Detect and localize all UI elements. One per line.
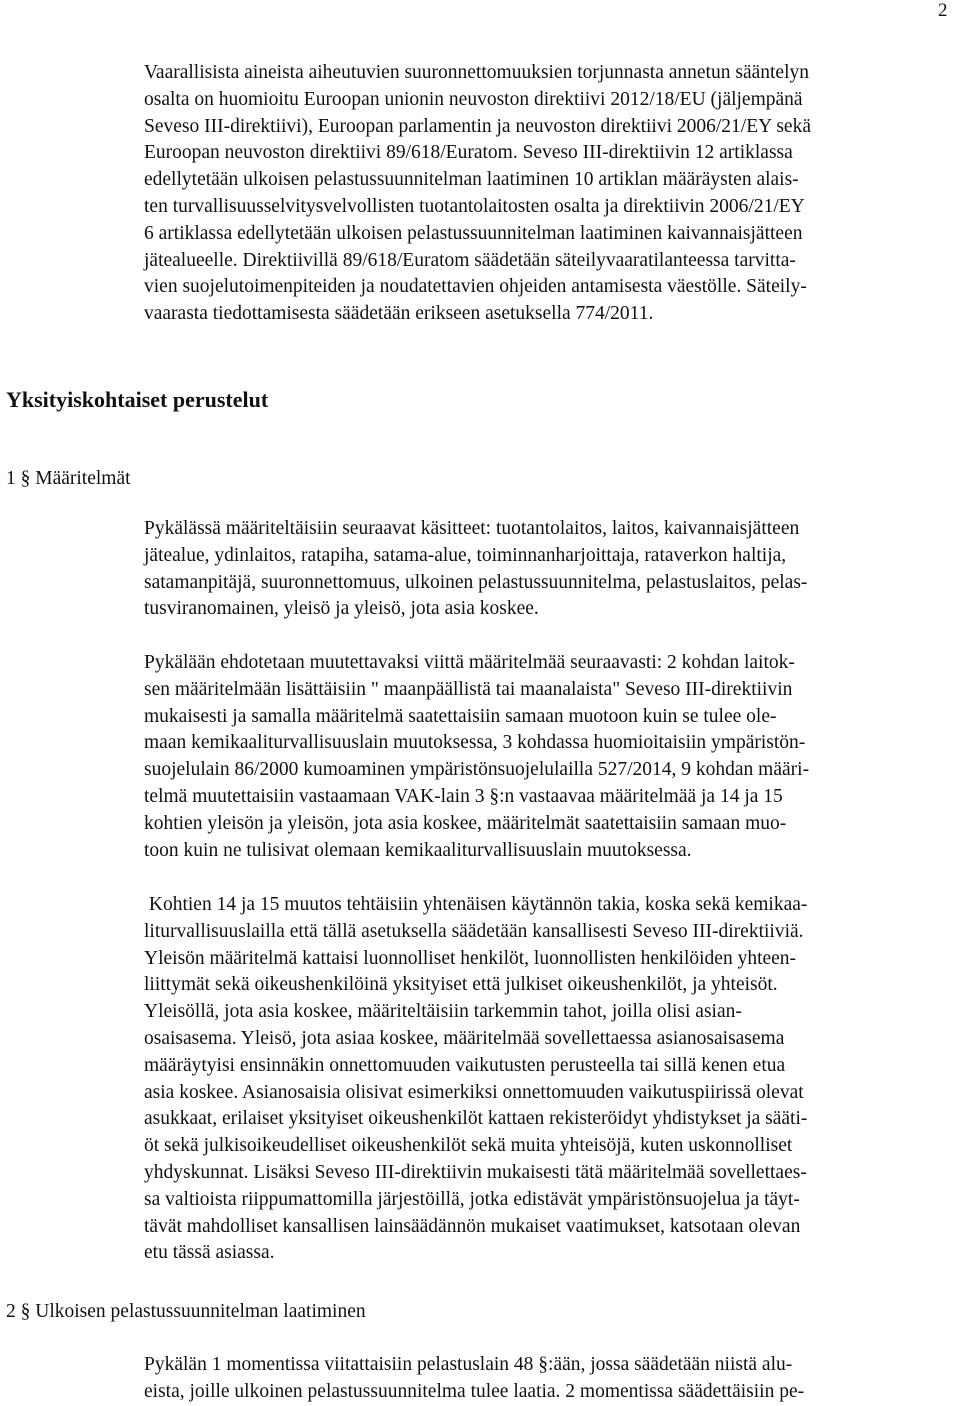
text-line: toon kuin ne tulisivat olemaan kemikaaliturvallisuuslain muutoksessa. — [144, 839, 692, 861]
text-line: osaisasema. Yleisö, jota asiaa koskee, määritelmää sovellettaessa asianosaisasema — [144, 1027, 785, 1049]
text-line: suojelulain 86/2000 kumoaminen ympäristönsuojelulailla 527/2014, 9 kohdan määri- — [144, 759, 810, 781]
text-line: liturvallisuuslailla että tällä asetuksella säädetään kansallisesti Seveso III-direktiiviä. — [144, 920, 804, 942]
text-line: 6 artiklassa edellytetään ulkoisen pelastussuunnitelman laatiminen kaivannaisjätteen — [144, 222, 803, 244]
text-line: Vaarallisista aineista aiheutuvien suuronnettomuuksien torjunnasta annetun sääntelyn — [144, 62, 809, 83]
section-2-paragraph-1 — [144, 1352, 944, 1406]
text-line: Pykälässä määriteltäisiin seuraavat käsitteet: tuotantolaitos, laitos, kaivannaisjätteen — [144, 518, 800, 539]
section-2-title: 2 § Ulkoisen pelastussuunnitelman laatiminen — [6, 1301, 366, 1322]
text-line: sa valtioista riippumattomilla järjestöillä, jotka edistävät ympäristönsuojelua ja täyt- — [144, 1188, 800, 1210]
text-line: satamanpitäjä, suuronnettomuus, ulkoinen pelastussuunnitelma, pelastuslaitos, pelas- — [144, 571, 808, 593]
text-line: tusviranomainen, yleisö ja yleisö, jota asia koskee. — [144, 598, 539, 620]
text-line: edellytetään ulkoisen pelastussuunnitelman laatiminen 10 artiklan määräysten alais- — [144, 169, 799, 191]
section-heading: Yksityiskohtaiset perustelut — [6, 387, 269, 412]
text-line: sen määritelmään lisättäisiin " maanpäällistä tai maanalaista" Seveso III-direktiivin — [144, 678, 793, 700]
text-line: etu tässä asiassa. — [144, 1242, 275, 1264]
text-line: Yleisön määritelmä kattaisi luonnolliset henkilöt, luonnollisten henkilöiden yhteen- — [144, 947, 797, 969]
section-1-paragraph-1 — [144, 516, 944, 623]
text-line: liittymät sekä oikeushenkilöinä yksityiset että julkiset oikeushenkilöt, ja yhteisöt. — [144, 974, 778, 996]
intro-paragraph — [144, 60, 944, 328]
text-line: asia koskee. Asianosaisia olisivat esimerkiksi onnettomuuden vaikutuspiirissä olevat — [144, 1081, 804, 1103]
text-line: Yleisöllä, jota asia koskee, määriteltäisiin tarkemmin tahot, joilla olisi asian- — [144, 1001, 742, 1023]
page-number: 2 — [938, 0, 948, 21]
text-line: maan kemikaaliturvallisuuslain muutoksessa, 3 kohdassa huomioitaisiin ympäristön- — [144, 732, 806, 754]
text-line: Pykälään ehdotetaan muutettavaksi viittä määritelmää seuraavasti: 2 kohdan laitok- — [144, 652, 795, 673]
text-line: mukaisesti ja samalla määritelmä saatettaisiin samaan muotoon kuin se tulee ole- — [144, 705, 777, 727]
text-line: asukkaat, erilaiset yksityiset oikeushenkilöt kattaen rekisteröidyt yhdistykset ja sääti- — [144, 1108, 808, 1130]
text-line: tävät mahdolliset kansallisen lainsäädännön mukaiset vaatimukset, katsotaan olevan — [144, 1215, 801, 1237]
text-line: yhdyskunnat. Lisäksi Seveso III-direktiivin mukaisesti tätä määritelmää sovellettaes- — [144, 1161, 807, 1183]
section-1-paragraph-3 — [144, 892, 944, 1267]
text-line: Euroopan neuvoston direktiivi 89/618/Euratom. Seveso III-direktiivin 12 artiklassa — [144, 142, 793, 164]
text-line: telmä muutettaisiin vastaamaan VAK-lain 3 §:n vastaavaa määritelmää ja 14 ja 15 — [144, 785, 783, 807]
text-line: vien suojelutoimenpiteiden ja noudatettavien ohjeiden antamisesta väestölle. Säteily- — [144, 276, 807, 298]
text-line: vaarasta tiedottamisesta säädetään erikseen asetuksella 774/2011. — [144, 303, 654, 325]
section-1-title: 1 § Määritelmät — [6, 468, 131, 489]
text-line: Pykälän 1 momentissa viitattaisiin pelastuslain 48 §:ään, jossa säädetään niistä alu- — [144, 1354, 793, 1375]
text-line: kohtien yleisön ja yleisön, jota asia koskee, määritelmät saatettaisiin samaan muo- — [144, 812, 787, 834]
text-line: jätealueelle. Direktiivillä 89/618/Euratom säädetään säteilyvaaratilanteessa tarvitta- — [144, 249, 796, 271]
text-line: jätealue, ydinlaitos, ratapiha, satama-alue, toiminnanharjoittaja, rataverkon haltija, — [144, 544, 787, 566]
text-line: osalta on huomioitu Euroopan unionin neuvoston direktiivi 2012/18/EU (jäljempänä — [144, 88, 803, 110]
section-1-paragraph-2 — [144, 650, 944, 864]
text-line: ten turvallisuusselvitysvelvollisten tuotantolaitosten osalta ja direktiivin 2006/21/EY — [144, 195, 805, 217]
text-line: öt sekä julkisoikeudelliset oikeushenkilöt sekä muita yhteisöjä, kuten uskonnolliset — [144, 1135, 793, 1157]
text-line: Seveso III-direktiivi), Euroopan parlamentin ja neuvoston direktiivi 2006/21/EY sekä — [144, 115, 811, 137]
text-line: määräytyisi ensinnäkin onnettomuuden vaikutusten perusteella tai sillä kenen etua — [144, 1054, 786, 1076]
text-line: Kohtien 14 ja 15 muutos tehtäisiin yhtenäisen käytännön takia, koska sekä kemikaa- — [144, 894, 808, 915]
text-line: eista, joille ulkoinen pelastussuunnitelma tulee laatia. 2 momentissa säädettäisiin pe- — [144, 1380, 805, 1402]
